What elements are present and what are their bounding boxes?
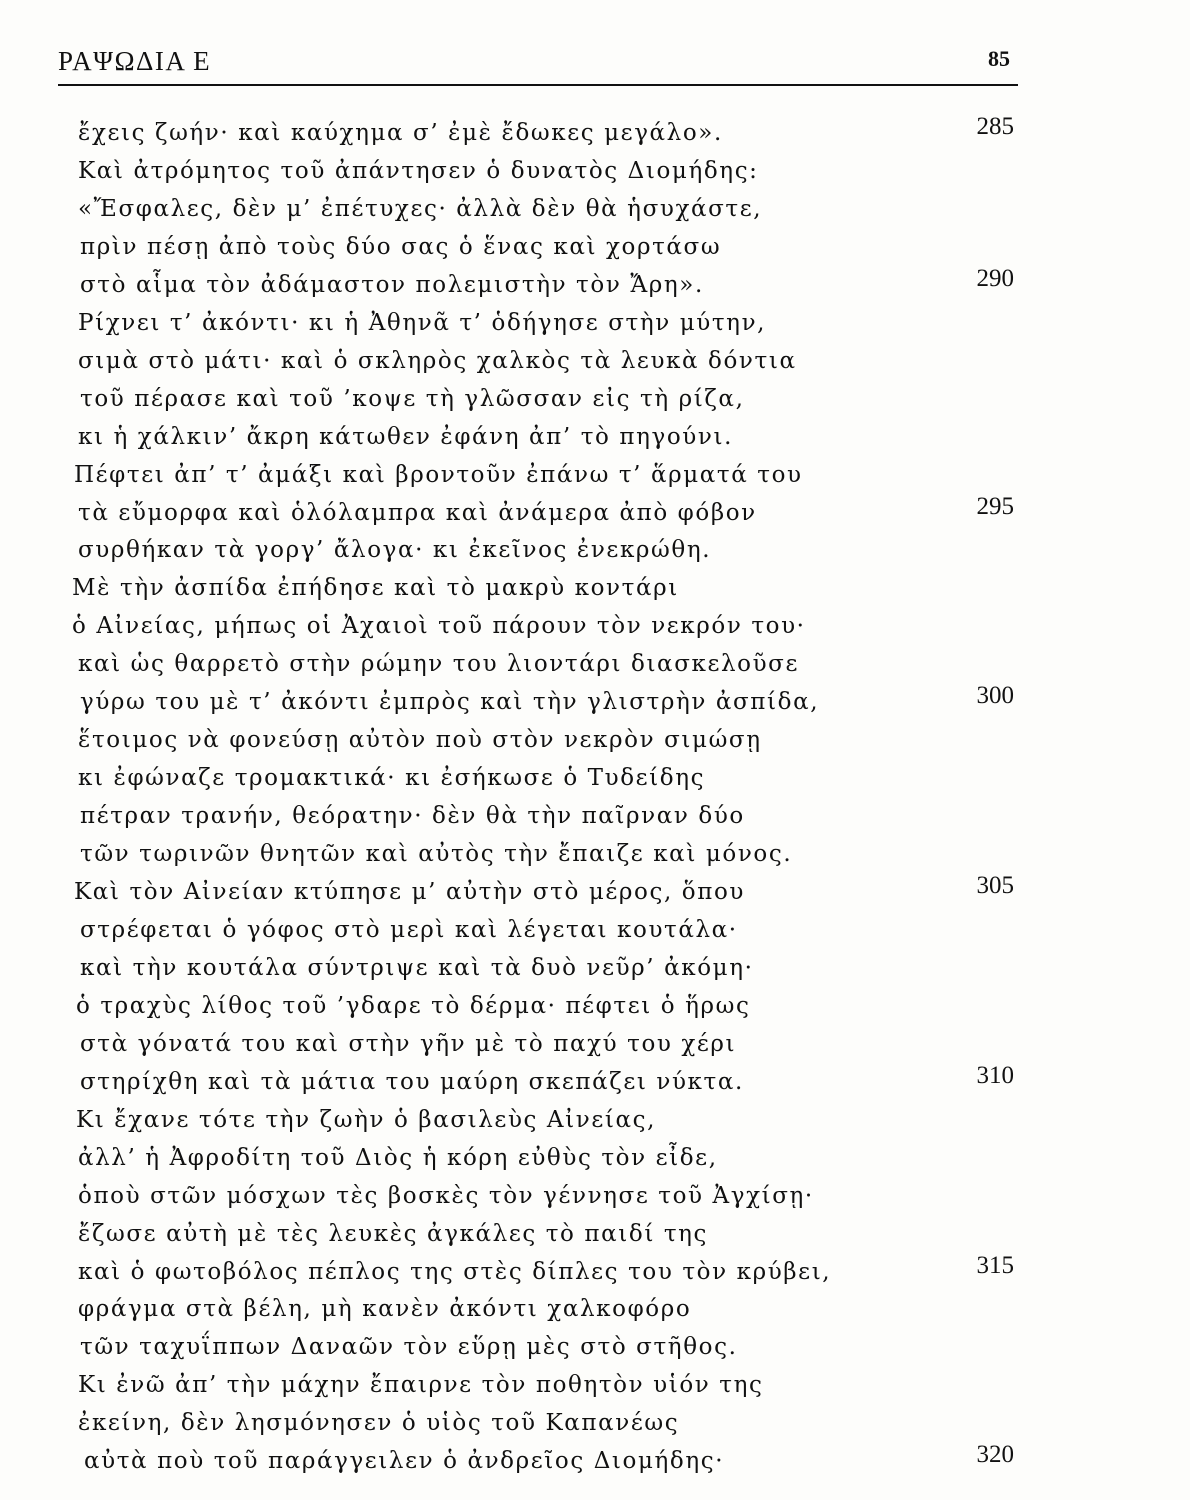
verse-text: ἔχεις ζωήν· καὶ καύχημα σ’ ἐμὲ ἔδωκες μεγάλο». bbox=[78, 120, 723, 146]
poem-line bbox=[0, 1180, 1190, 1220]
poem-line bbox=[0, 952, 1190, 992]
poem-line bbox=[0, 1104, 1190, 1144]
page-number: 85 bbox=[988, 46, 1010, 71]
verse-text: ὁ τραχὺς λίθος τοῦ ’γδαρε τὸ δέρμα· πέφτει ὁ ἥρως bbox=[76, 993, 751, 1019]
poem-line bbox=[0, 493, 1190, 537]
verse-text: καὶ ὡς θαρρετὸ στὴν ρώμην του λιοντάρι διασκελοῦσε bbox=[78, 651, 800, 677]
poem-line bbox=[0, 990, 1190, 1030]
verse-text: τὰ εὔμορφα καὶ ὁλόλαμπρα καὶ ἀνάμερα ἀπὸ φόβον bbox=[78, 500, 757, 526]
verse-text: ἕτοιμος νὰ φονεύσῃ αὐτὸν ποὺ στὸν νεκρὸν σιμώσῃ bbox=[78, 727, 762, 753]
poem-line bbox=[0, 383, 1190, 423]
line-number: 305 bbox=[976, 872, 1014, 899]
poem-line bbox=[0, 1331, 1190, 1371]
poem-line bbox=[0, 307, 1190, 347]
poem-line bbox=[0, 872, 1190, 916]
poem-line bbox=[0, 1252, 1190, 1296]
poem-line bbox=[0, 534, 1190, 574]
verse-text: ἐκείνη, δὲν λησμόνησεν ὁ υἱὸς τοῦ Καπανέως bbox=[78, 1410, 680, 1436]
verse-text: γύρω του μὲ τ’ ἀκόντι ἐμπρὸς καὶ τὴν γλιστρὴν ἀσπίδα, bbox=[80, 689, 820, 715]
header-rule bbox=[58, 84, 1018, 86]
line-number: 310 bbox=[976, 1062, 1014, 1089]
verse-text: Ρίχνει τ’ ἀκόντι· κι ἡ Ἀθηνᾶ τ’ ὁδήγησε στὴν μύτην, bbox=[78, 310, 767, 336]
verse-text: ὁποὺ στῶν μόσχων τὲς βοσκὲς τὸν γέννησε τοῦ Ἀγχίσῃ· bbox=[78, 1183, 814, 1209]
verse-text: σιμὰ στὸ μάτι· καὶ ὁ σκληρὸς χαλκὸς τὰ λευκὰ δόντια bbox=[78, 348, 797, 374]
verse-text: Πέφτει ἀπ’ τ’ ἀμάξι καὶ βροντοῦν ἐπάνω τ’ ἅρματά του bbox=[74, 462, 803, 488]
verse-text: τῶν τωρινῶν θνητῶν καὶ αὐτὸς τὴν ἔπαιζε καὶ μόνος. bbox=[80, 841, 793, 867]
verse-text: ὁ Αἰνείας, μήπως οἱ Ἀχαιοὶ τοῦ πάρουν τὸν νεκρόν του· bbox=[72, 613, 806, 639]
verse-text: Μὲ τὴν ἀσπίδα ἐπήδησε καὶ τὸ μακρὺ κοντάρι bbox=[72, 575, 679, 601]
verse-text: στὸ αἷμα τὸν ἀδάμαστον πολεμιστὴν τὸν Ἄρη». bbox=[80, 272, 704, 298]
verse-text: Κι ἔχανε τότε τὴν ζωὴν ὁ βασιλεὺς Αἰνείας, bbox=[76, 1107, 656, 1133]
verse-text: τοῦ πέρασε καὶ τοῦ ’κοψε τὴ γλῶσσαν εἰς τὴ ρίζα, bbox=[80, 386, 745, 412]
running-title: ΡΑΨΩΔΙΑ Ε bbox=[58, 46, 212, 76]
verse-text: ἀλλ’ ἡ Ἀφροδίτη τοῦ Διὸς ἡ κόρη εὐθὺς τὸν εἶδε, bbox=[78, 1145, 718, 1171]
verse-text: καὶ ὁ φωτοβόλος πέπλος της στὲς δίπλες του τὸν κρύβει, bbox=[78, 1259, 832, 1285]
verse-text: πρὶν πέσῃ ἀπὸ τοὺς δύο σας ὁ ἕνας καὶ χορτάσω bbox=[80, 234, 722, 260]
verse-text: στρέφεται ὁ γόφος στὸ μερὶ καὶ λέγεται κουτάλα· bbox=[80, 917, 738, 943]
poem-line bbox=[0, 682, 1190, 726]
poem-line bbox=[0, 1062, 1190, 1106]
verse-text: καὶ τὴν κουτάλα σύντριψε καὶ τὰ δυὸ νεῦρ’ ἀκόμη· bbox=[80, 955, 754, 981]
verse-text: κι ἡ χάλκιν’ ἄκρη κάτωθεν ἐφάνη ἀπ’ τὸ πηγούνι. bbox=[78, 424, 733, 450]
poem-line bbox=[0, 421, 1190, 461]
line-number: 295 bbox=[976, 493, 1014, 520]
line-number: 320 bbox=[976, 1441, 1014, 1468]
poem-line bbox=[0, 345, 1190, 385]
page-header bbox=[58, 40, 1018, 84]
verse-text: κι ἐφώναζε τρομακτικά· κι ἐσήκωσε ὁ Τυδείδης bbox=[78, 765, 706, 791]
verse-text: αὐτὰ ποὺ τοῦ παράγγειλεν ὁ ἀνδρεῖος Διομήδης· bbox=[84, 1448, 725, 1474]
poem-line bbox=[0, 1293, 1190, 1333]
poem-line bbox=[0, 610, 1190, 650]
poem-line bbox=[0, 724, 1190, 764]
verse-text: στὰ γόνατά του καὶ στὴν γῆν μὲ τὸ παχύ του χέρι bbox=[80, 1031, 737, 1057]
line-number: 290 bbox=[976, 265, 1014, 292]
verse-text: τῶν ταχυΐππων Δαναῶν τὸν εὕρῃ μὲς στὸ στῆθος. bbox=[80, 1334, 738, 1360]
verse-text: Κι ἐνῶ ἀπ’ τὴν μάχην ἔπαιρνε τὸν ποθητὸν υἱόν της bbox=[78, 1372, 764, 1398]
poem-line bbox=[0, 762, 1190, 802]
poem-line bbox=[0, 914, 1190, 954]
poem-line bbox=[0, 155, 1190, 195]
poem-line bbox=[0, 572, 1190, 612]
poem-line bbox=[0, 193, 1190, 233]
verse-text: Καὶ ἀτρόμητος τοῦ ἀπάντησεν ὁ δυνατὸς Διομήδης: bbox=[78, 158, 759, 184]
verse-text: συρθήκαν τὰ γοργ’ ἄλογα· κι ἐκεῖνος ἐνεκρώθη. bbox=[78, 537, 712, 563]
poem-line bbox=[0, 1142, 1190, 1182]
poem-line bbox=[0, 113, 1190, 157]
line-number: 285 bbox=[976, 113, 1014, 140]
verse-text: φράγμα στὰ βέλη, μὴ κανὲν ἀκόντι χαλκοφόρο bbox=[78, 1296, 692, 1322]
verse-text: στηρίχθη καὶ τὰ μάτια του μαύρη σκεπάζει νύκτα. bbox=[80, 1069, 744, 1095]
poem-line bbox=[0, 1369, 1190, 1409]
verse-text: «Ἔσφαλες, δὲν μ’ ἐπέτυχες· ἀλλὰ δὲν θὰ ἡσυχάστε, bbox=[78, 196, 763, 222]
poem-line bbox=[0, 800, 1190, 840]
poem-line bbox=[0, 265, 1190, 309]
line-number: 315 bbox=[976, 1252, 1014, 1279]
verse-text: πέτραν τρανήν, θεόρατην· δὲν θὰ τὴν παῖρναν δύο bbox=[80, 803, 745, 829]
line-number: 300 bbox=[976, 682, 1014, 709]
verse-text: ἔζωσε αὐτὴ μὲ τὲς λευκὲς ἀγκάλες τὸ παιδί της bbox=[78, 1221, 709, 1247]
verse-text: Καὶ τὸν Αἰνείαν κτύπησε μ’ αὐτὴν στὸ μέρος, ὅπου bbox=[74, 879, 745, 905]
poem-line bbox=[0, 1441, 1190, 1485]
